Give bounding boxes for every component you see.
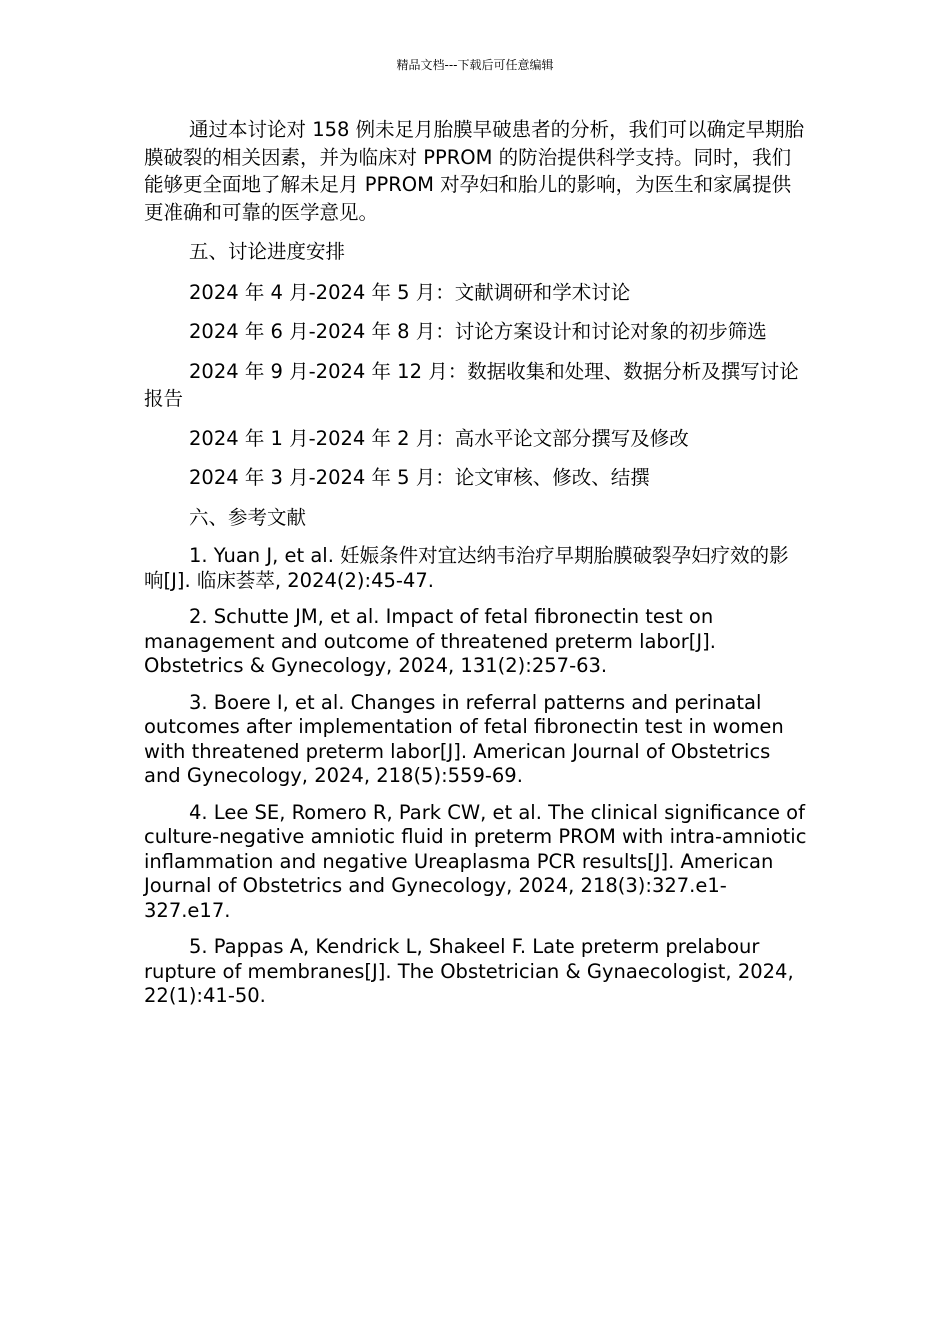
- reference-item: 5. Pappas A, Kendrick L, Shakeel F. Late preterm prelabour rupture of membranes[J]. The Obstetrician & Gynaecologist, 2024, 22(1):41-50.: [144, 935, 794, 1007]
- document-body: [144, 116, 808, 1021]
- intro-paragraph: 通过本讨论对 158 例未足月胎膜早破患者的分析，我们可以确定早期胎膜破裂的相关因素，并为临床对 PPROM 的防治提供科学支持。同时，我们能够更全面地了解未足月 PPROM 对孕妇和胎儿的影响，为医生和家属提供更准确和可靠的医学意见。: [144, 118, 805, 224]
- reference-item: 4. Lee SE, Romero R, Park CW, et al. The clinical significance of culture-negative amniotic fluid in preterm PROM with intra-amniotic inflammation and negative Ureaplasma PCR results[J]. American Journal of Obstetrics and Gynecology, 2024, 218(3):327.e1-327.e17.: [144, 800, 807, 922]
- reference-item: 2. Schutte JM, et al. Impact of fetal fibronectin test on management and outcome of threatened preterm labor[J]. Obstetrics & Gynecology, 2024, 131(2):257-63.: [144, 605, 716, 677]
- page-header: 精品文档---下载后可任意编辑: [396, 58, 554, 72]
- reference-item: 1. Yuan J, et al. 妊娠条件对宜达纳韦治疗早期胎膜破裂孕妇疗效的影响[J]. 临床荟萃, 2024(2):45-47.: [144, 544, 789, 592]
- schedule-item: 2024 年 4 月-2024 年 5 月：文献调研和学术讨论: [189, 280, 631, 304]
- schedule-heading: 五、讨论进度安排: [189, 240, 346, 263]
- schedule-item: 2024 年 1 月-2024 年 2 月：高水平论文部分撰写及修改: [189, 426, 689, 450]
- reference-item: 3. Boere I, et al. Changes in referral patterns and perinatal outcomes after implementation of fetal fibronectin test in women with threatened preterm labor[J]. American Journal of Obstetrics and Gynecology, 2024, 218(5):559-69.: [144, 690, 784, 787]
- schedule-item: 2024 年 6 月-2024 年 8 月：讨论方案设计和讨论对象的初步筛选: [189, 320, 767, 343]
- schedule-item: 2024 年 9 月-2024 年 12 月：数据收集和处理、数据分析及撰写讨论报告: [144, 359, 799, 410]
- schedule-item: 2024 年 3 月-2024 年 5 月：论文审核、修改、结撰: [189, 466, 650, 489]
- references-heading: 六、参考文献: [189, 505, 307, 529]
